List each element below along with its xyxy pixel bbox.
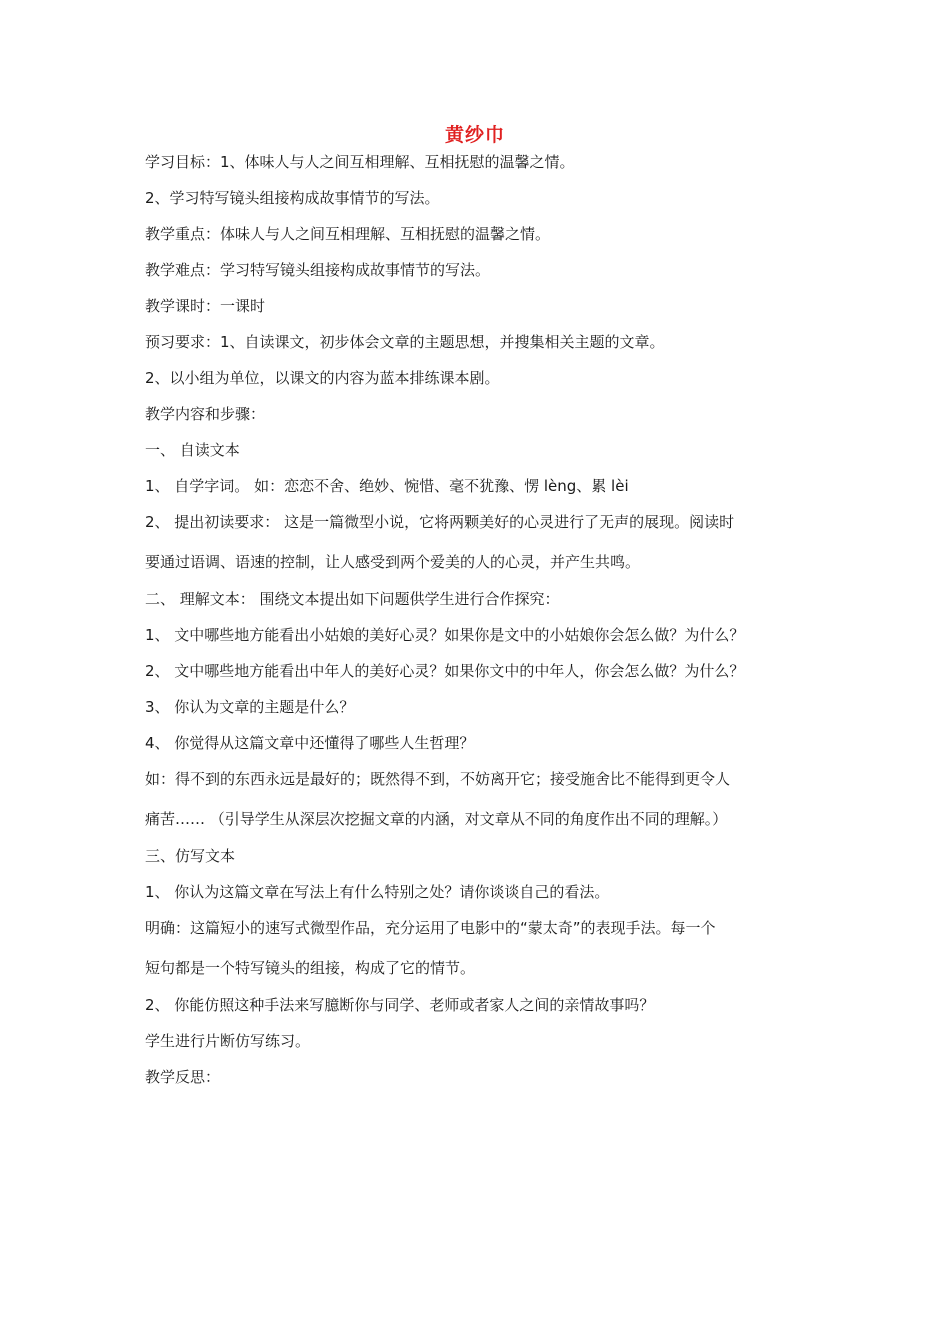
text-line-difficulty: 教学难点：学习特写镜头组接构成故事情节的写法。	[145, 261, 491, 279]
question-4: 4、 你觉得从这篇文章中还懂得了哪些人生哲理？	[145, 734, 475, 752]
section-heading-2: 二、 理解文本： 围绕文本提出如下问题供学生进行合作探究：	[145, 590, 560, 608]
text-line-content-heading: 教学内容和步骤：	[145, 405, 266, 423]
text-line-clarify-1: 明确：这篇短小的速写式微型作品，充分运用了电影中的“蒙太奇”的表现手法。每一个	[145, 919, 716, 937]
section-heading-1: 一、 自读文本	[145, 441, 240, 459]
text-line-objective-2: 2、学习特写镜头组接构成故事情节的写法。	[145, 189, 440, 207]
text-line-key-point: 教学重点：体味人与人之间互相理解、互相抚慰的温馨之情。	[145, 225, 551, 243]
text-line-reading-req-2: 要通过语调、语速的控制，让人感受到两个爱美的人的心灵，并产生共鸣。	[145, 553, 641, 571]
text-line-reflection: 教学反思：	[145, 1068, 221, 1086]
text-line-clarify-2: 短句都是一个特写镜头的组接，构成了它的情节。	[145, 959, 476, 977]
section-heading-3: 三、仿写文本	[145, 847, 236, 865]
text-line-vocab: 1、 自学字词。 如：恋恋不舍、绝妙、惋惜、毫不犹豫、愣 lèng、累 lèi	[145, 477, 629, 495]
question-imitate-2: 2、 你能仿照这种手法来写臆断你与同学、老师或者家人之间的亲情故事吗？	[145, 996, 655, 1014]
document-title: 黄纱巾	[444, 124, 505, 146]
text-line-objective-1: 学习目标：1、体味人与人之间互相理解、互相抚慰的温馨之情。	[145, 153, 575, 171]
text-line-class-hours: 教学课时：一课时	[145, 297, 266, 315]
text-line-preview-2: 2、以小组为单位，以课文的内容为蓝本排练课本剧。	[145, 369, 500, 387]
text-line-practice: 学生进行片断仿写练习。	[145, 1032, 311, 1050]
question-2: 2、 文中哪些地方能看出中年人的美好心灵？如果你文中的中年人，你会怎么做？为什么？	[145, 662, 745, 680]
text-line-example-1: 如：得不到的东西永远是最好的；既然得不到，不妨离开它；接受施舍比不能得到更令人	[145, 770, 731, 788]
text-line-preview-1: 预习要求：1、自读课文，初步体会文章的主题思想，并搜集相关主题的文章。	[145, 333, 665, 351]
text-line-reading-req-1: 2、 提出初读要求： 这是一篇微型小说，它将两颗美好的心灵进行了无声的展现。阅读时	[145, 513, 735, 531]
question-3: 3、 你认为文章的主题是什么？	[145, 698, 355, 716]
question-imitate-1: 1、 你认为这篇文章在写法上有什么特别之处？请你谈谈自己的看法。	[145, 883, 610, 901]
question-1: 1、 文中哪些地方能看出小姑娘的美好心灵？如果你是文中的小姑娘你会怎么做？为什么？	[145, 626, 745, 644]
text-line-example-2: 痛苦…… （引导学生从深层次挖掘文章的内涵，对文章从不同的角度作出不同的理解。）	[145, 810, 728, 828]
